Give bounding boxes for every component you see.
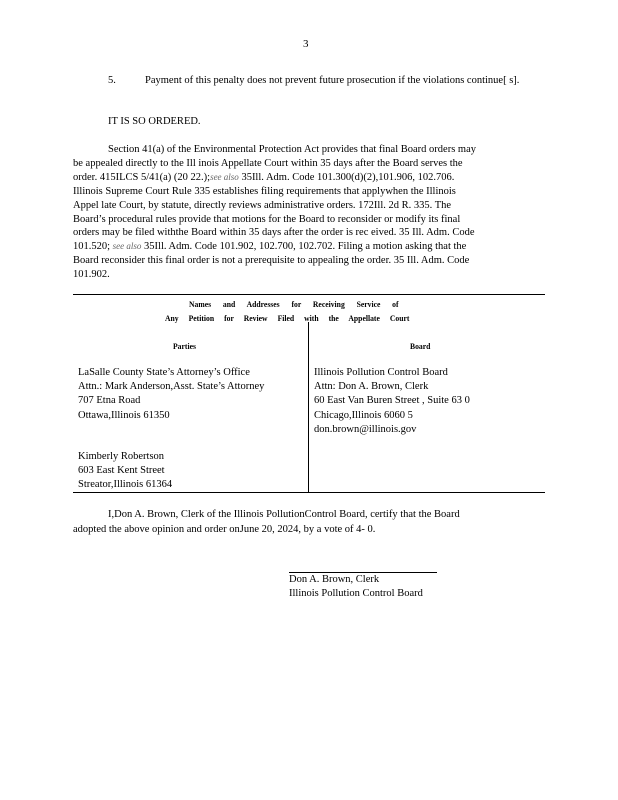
paragraph-line: Illinois Supreme Court Rule 335 establishes filing requirements that applywhen the Illinois — [73, 185, 456, 197]
see-also-citation-signal: see also — [210, 171, 239, 182]
address-line: Streator,Illinois 61364 — [78, 479, 173, 491]
page-number: 3 — [303, 38, 309, 50]
certification-line-1: I,Don A. Brown, Clerk of the Illinois PollutionControl Board, certify that the Board — [108, 509, 460, 520]
appeal-paragraph — [73, 143, 533, 282]
address-line: Illinois Pollution Control Board — [314, 367, 448, 378]
paragraph-line: be appealed directly to the Ill inois Appellate Court within 35 days after the Board serves the — [73, 157, 463, 169]
address-line: don.brown@illinois.gov — [314, 423, 417, 435]
paragraph-line: 101.902. — [73, 269, 110, 281]
so-ordered: IT IS SO ORDERED. — [108, 116, 201, 127]
table-column-divider — [308, 322, 309, 492]
table-bottom-rule — [73, 492, 545, 493]
board-address — [314, 366, 470, 437]
address-line: Attn: Don A. Brown, Clerk — [314, 381, 429, 393]
signature-block — [289, 573, 423, 601]
paragraph-line: Board’s procedural rules provide that motions for the Board to reconsider or modify its final — [73, 213, 461, 225]
table-title-line1: Names and Addresses for Receiving Service of — [189, 299, 399, 309]
address-line: LaSalle County State’s Attorney’s Office — [78, 367, 250, 378]
address-line: Chicago,Illinois 6060 5 — [314, 409, 413, 421]
see-also-citation-signal: see also — [112, 241, 142, 252]
address-line: 707 Etna Road — [78, 395, 141, 407]
paragraph-line: orders may be filed withthe Board within 35 days after the order is rec eived. 35 Ill. Adm. Code — [73, 227, 475, 239]
address-line: 60 East Van Buren Street , Suite 63 0 — [314, 395, 470, 407]
parties-header: Parties — [173, 341, 196, 351]
signature-name: Don A. Brown, Clerk — [289, 574, 380, 585]
paragraph-line: Appel late Court, by statute, directly reviews administrative orders. 172Ill. 2d R. 335. The — [73, 199, 452, 211]
address-line: 603 East Kent Street — [78, 465, 165, 477]
party-address-1 — [78, 366, 264, 423]
address-line: Ottawa,Illinois 61350 — [78, 409, 170, 421]
clerk-certification — [73, 507, 460, 537]
paragraph-line: 101.520; see also 35Ill. Adm. Code 101.902, 102.700, 102.702. Filing a motion asking that the — [73, 241, 467, 253]
paragraph-line: Board reconsider this final order is not a prerequisite to appealing the order. 35 Ill. Adm. Code — [73, 255, 470, 267]
table-top-rule — [73, 294, 545, 295]
paragraph-line: order. 415ILCS 5/41(a) (20 22.);see also 35Ill. Adm. Code 101.300(d)(2),101.906, 102.706. — [73, 171, 455, 183]
address-line: Kimberly Robertson — [78, 451, 165, 462]
board-header: Board — [410, 341, 431, 351]
signature-org: Illinois Pollution Control Board — [289, 588, 423, 599]
party-address-2 — [78, 450, 172, 493]
table-title-line2: Any Petition for Review Filed with the Appellate Court — [165, 313, 410, 323]
item-number: 5. — [108, 75, 116, 86]
address-line: Attn.: Mark Anderson,Asst. State’s Attorney — [78, 381, 265, 393]
item-text: Payment of this penalty does not prevent future prosecution if the violations continue[ s]. — [145, 75, 520, 86]
certification-line-2: adopted the above opinion and order onJune 20, 2024, by a vote of 4- 0. — [73, 524, 376, 535]
paragraph-line: Section 41(a) of the Environmental Protection Act provides that final Board orders may — [108, 144, 476, 155]
